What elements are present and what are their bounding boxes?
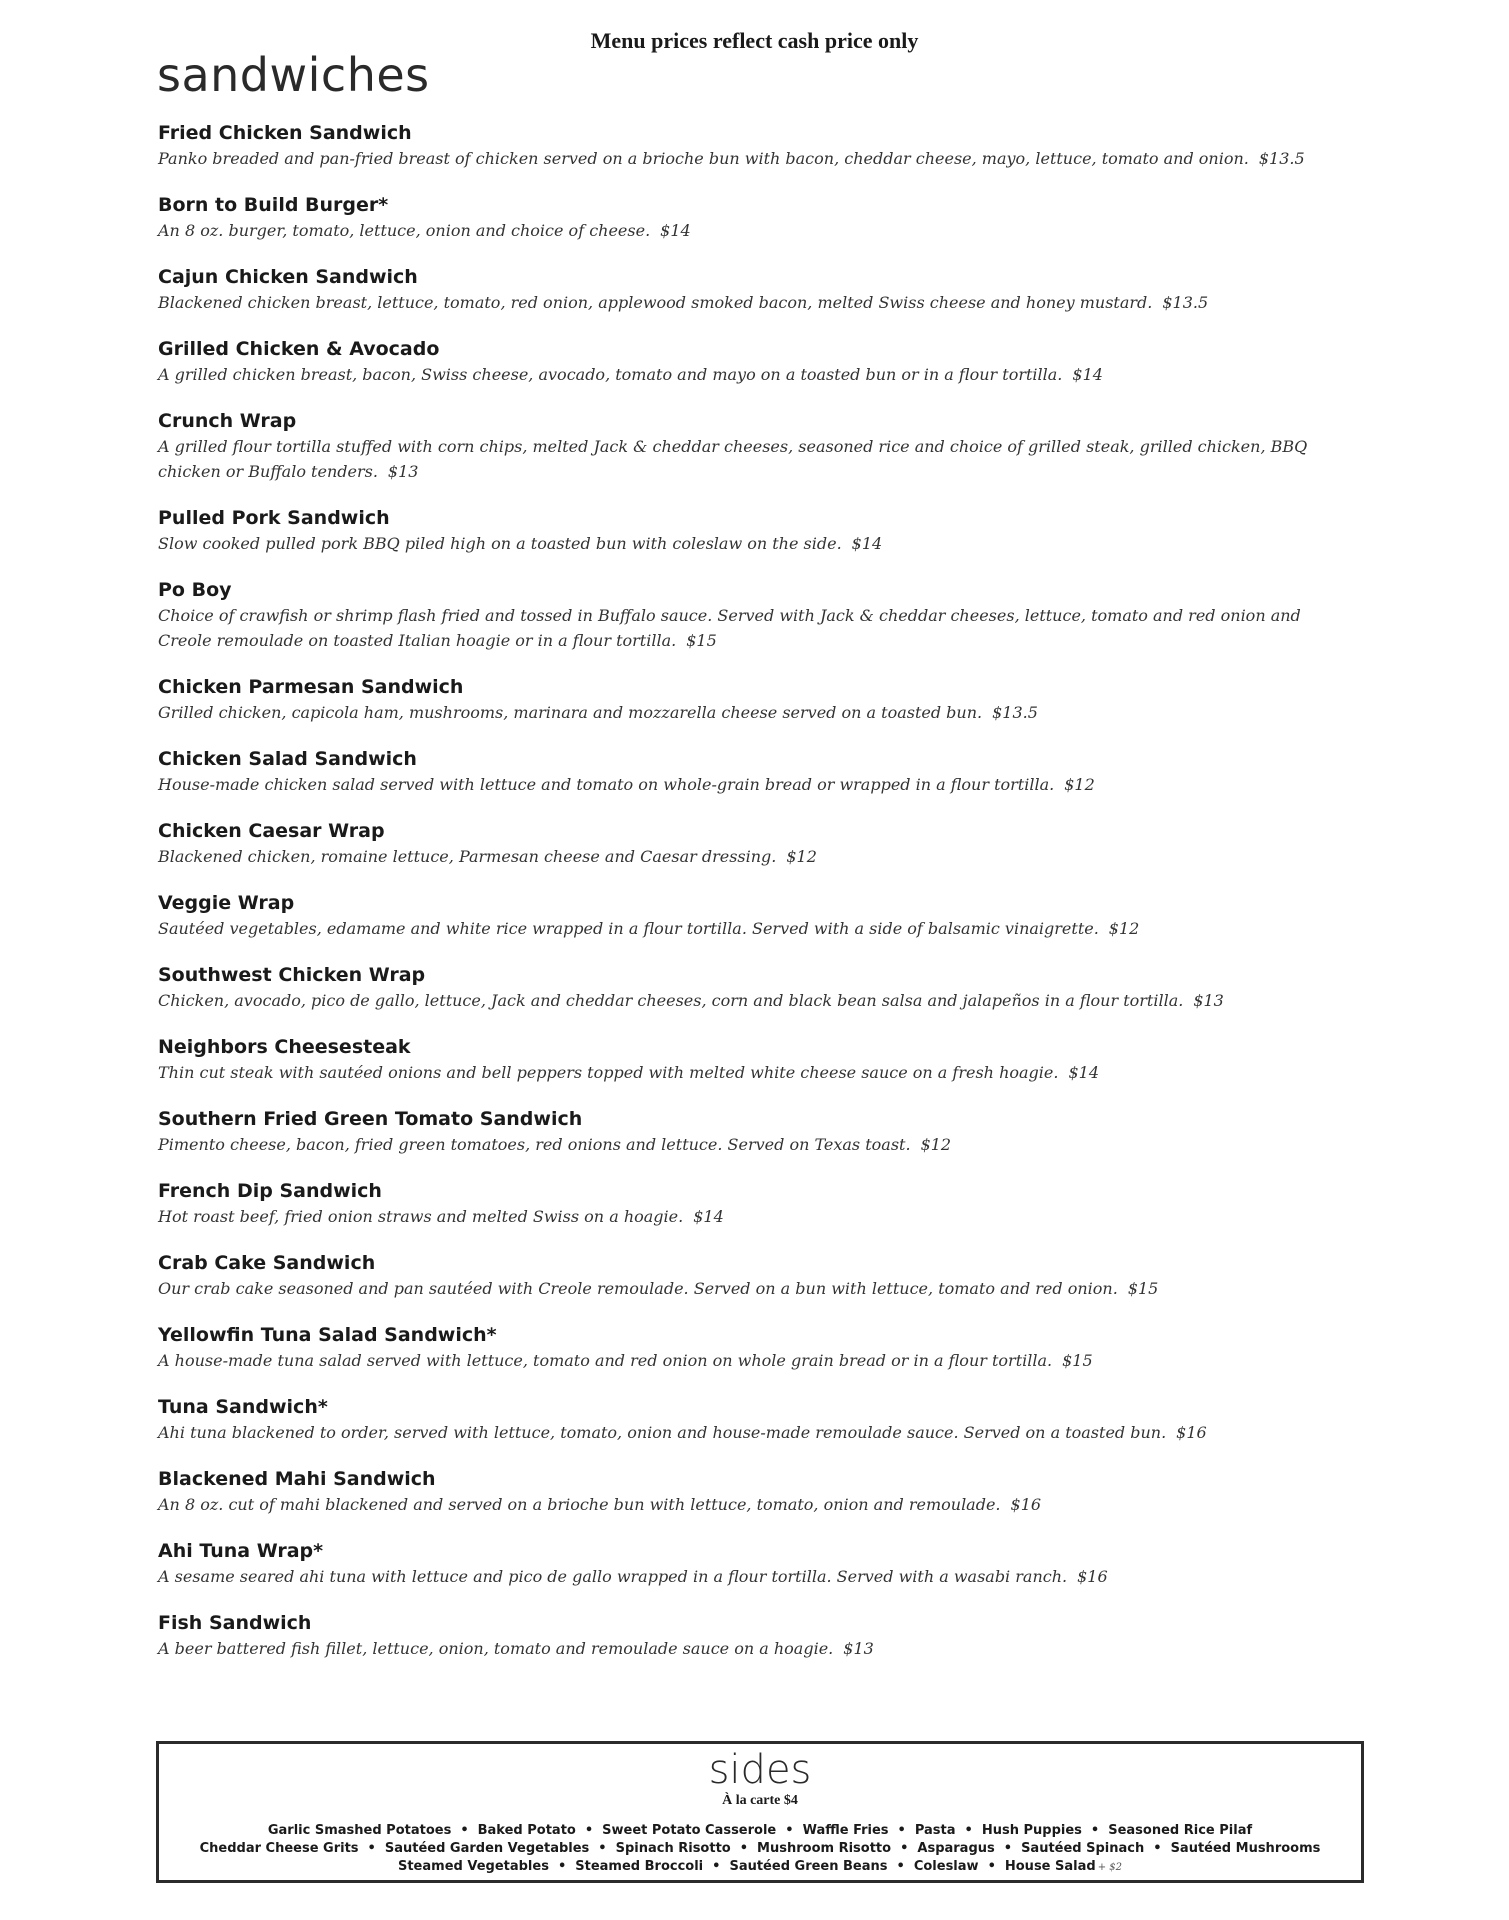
menu-item (158, 1106, 1348, 1157)
menu-item-price: $16 (1176, 1423, 1207, 1442)
bullet-separator: • (987, 1859, 996, 1874)
menu-item (158, 120, 1348, 171)
menu-item-name: Born to Build Burger* (158, 194, 389, 216)
menu-item-price: $12 (786, 847, 817, 866)
side-item: Garlic Smashed Potatoes (267, 1823, 452, 1838)
menu-item-name: Southern Fried Green Tomato Sandwich (158, 1108, 583, 1130)
menu-item-name: Ahi Tuna Wrap* (158, 1540, 324, 1562)
menu-item-description-text: A sesame seared ahi tuna with lettuce and pico de gallo wrapped in a flour tortilla. Served with a wasabi ranch. (158, 1567, 1068, 1586)
menu-item-description (158, 844, 1348, 869)
side-item: Coleslaw (913, 1859, 979, 1874)
house-salad-upcharge: + $2 (1097, 1862, 1122, 1873)
menu-item-price: $15 (1127, 1279, 1159, 1298)
menu-item-name: Pulled Pork Sandwich (158, 507, 390, 529)
bullet-separator: • (1003, 1841, 1013, 1856)
menu-item-name: Southwest Chicken Wrap (158, 964, 426, 986)
cash-price-notice: Menu prices reflect cash price only (590, 28, 919, 53)
bullet-separator: • (1153, 1841, 1162, 1856)
menu-item-description (158, 700, 1348, 725)
menu-item-description (158, 1492, 1348, 1517)
menu-item-price: $14 (660, 221, 691, 240)
bullet-separator: • (897, 1823, 906, 1838)
menu-item-description-text: Pimento cheese, bacon, fried green tomatoes, red onions and lettuce. Served on Texas toast. (158, 1135, 911, 1154)
menu-item-price: $15 (686, 631, 717, 650)
menu-item (158, 1034, 1348, 1085)
menu-item-name: Fish Sandwich (158, 1612, 312, 1634)
bullet-separator: • (1090, 1823, 1100, 1838)
menu-item-price: $14 (693, 1207, 724, 1226)
sides-list (159, 1822, 1361, 1877)
side-item: Sautéed Garden Vegetables (384, 1841, 590, 1856)
menu-item-price: $13 (387, 462, 419, 481)
menu-item (158, 1322, 1348, 1373)
menu-item (158, 192, 1348, 243)
menu-item-description (158, 1060, 1348, 1085)
menu-item-name: Yellowfin Tuna Salad Sandwich* (158, 1324, 497, 1346)
bullet-separator: • (712, 1859, 721, 1874)
menu-item (158, 1538, 1348, 1589)
menu-item-description (158, 146, 1348, 171)
menu-item-name: Cajun Chicken Sandwich (158, 266, 418, 288)
menu-item-description (158, 434, 1348, 484)
menu-item-description-text: Hot roast beef, fried onion straws and melted Swiss on a hoagie. (158, 1207, 684, 1226)
menu-item (158, 1610, 1348, 1661)
side-item: Sweet Potato Casserole (602, 1823, 777, 1838)
menu-item-price: $13.5 (1258, 149, 1305, 168)
sides-subtitle: À la carte $4 (722, 1793, 798, 1808)
side-item: Steamed Broccoli (575, 1859, 704, 1874)
menu-item-price: $14 (1068, 1063, 1100, 1082)
menu-item-description-text: Choice of crawfish or shrimp flash fried and tossed in Buffalo sauce. Served with Jack & cheddar cheeses, lettuce, tomato and red onion and Creole remoulade on toasted Italian hoagie or in a flour tortilla. (158, 606, 1301, 650)
menu-item-description (158, 1204, 1348, 1229)
side-item: Sautéed Green Beans (729, 1859, 888, 1874)
side-item: Steamed Vegetables (397, 1859, 549, 1874)
menu-item (158, 890, 1348, 941)
menu-item-name: Grilled Chicken & Avocado (158, 338, 440, 360)
menu-item-name: French Dip Sandwich (158, 1180, 382, 1202)
menu-item-description-text: A grilled flour tortilla stuffed with corn chips, melted Jack & cheddar cheeses, seasoned rice and choice of grilled steak, grilled chicken, BBQ chicken or Buffalo tenders. (158, 437, 1308, 481)
menu-item-price: $14 (851, 534, 883, 553)
menu-item-price: $16 (1010, 1495, 1042, 1514)
menu-item-description-text: Panko breaded and pan-fried breast of chicken served on a brioche bun with bacon, cheddar cheese, mayo, lettuce, tomato and onion. (158, 149, 1249, 168)
menu-item-description (158, 1132, 1348, 1157)
bullet-separator: • (598, 1841, 607, 1856)
menu-item-description-text: An 8 oz. burger, tomato, lettuce, onion and choice of cheese. (158, 221, 651, 240)
side-item: Spinach Risotto (615, 1841, 731, 1856)
menu-item-description (158, 916, 1348, 941)
menu-item-name: Blackened Mahi Sandwich (158, 1468, 436, 1490)
menu-item-price: $12 (1108, 919, 1140, 938)
menu-item-description-text: Slow cooked pulled pork BBQ piled high on a toasted bun with coleslaw on the side. (158, 534, 842, 553)
menu-item-description-text: An 8 oz. cut of mahi blackened and served on a brioche bun with lettuce, tomato, onion and remoulade. (158, 1495, 1001, 1514)
menu-item (158, 962, 1348, 1013)
side-item: Sautéed Mushrooms (1170, 1841, 1321, 1856)
menu-item-description-text: A house-made tuna salad served with lettuce, tomato and red onion on whole grain bread or in a flour tortilla. (158, 1351, 1053, 1370)
menu-item-description (158, 1564, 1348, 1589)
sides-box (156, 1741, 1364, 1883)
menu-item-price: $12 (1064, 775, 1095, 794)
menu-item-description (158, 988, 1348, 1013)
menu-item-description (158, 362, 1348, 387)
menu-item-name: Chicken Salad Sandwich (158, 748, 417, 770)
menu-item-name: Chicken Parmesan Sandwich (158, 676, 464, 698)
menu-item-price: $13.5 (992, 703, 1038, 722)
menu-item-price: $12 (920, 1135, 952, 1154)
menu-item (158, 818, 1348, 869)
bullet-separator: • (896, 1859, 905, 1874)
side-item: Cheddar Cheese Grits (199, 1841, 359, 1856)
menu-item-description-text: Blackened chicken breast, lettuce, tomato, red onion, applewood smoked bacon, melted Swiss cheese and honey mustard. (158, 293, 1153, 312)
side-item: Mushroom Risotto (757, 1841, 892, 1856)
menu-item-description (158, 1348, 1348, 1373)
bullet-separator: • (460, 1823, 469, 1838)
menu-item-name: Neighbors Cheesesteak (158, 1036, 411, 1058)
menu-item (158, 408, 1348, 484)
menu-item-description-text: Chicken, avocado, pico de gallo, lettuce, Jack and cheddar cheeses, corn and black bean salsa and jalapeños in a flour tortilla. (158, 991, 1184, 1010)
menu-item (158, 1466, 1348, 1517)
side-item: Asparagus (917, 1841, 995, 1856)
menu-item (158, 674, 1348, 725)
menu-item-description-text: Ahi tuna blackened to order, served with lettuce, tomato, onion and house-made remoulade sauce. Served on a toasted bun. (158, 1423, 1167, 1442)
menu-item-description-text: Blackened chicken, romaine lettuce, Parmesan cheese and Caesar dressing. (158, 847, 777, 866)
sides-line (159, 1840, 1361, 1858)
menu-item-description-text: Our crab cake seasoned and pan sautéed with Creole remoulade. Served on a bun with lettuce, tomato and red onion. (158, 1279, 1118, 1298)
menu-item-price: $13 (1193, 991, 1224, 1010)
menu-item (158, 336, 1348, 387)
menu-item-name: Tuna Sandwich* (158, 1396, 328, 1418)
menu-item-price: $14 (1072, 365, 1103, 384)
menu-item-description-text: House-made chicken salad served with lettuce and tomato on whole-grain bread or wrapped in a flour tortilla. (158, 775, 1055, 794)
menu-item (158, 264, 1348, 315)
side-item: Seasoned Rice Pilaf (1108, 1823, 1253, 1838)
menu-item-name: Crab Cake Sandwich (158, 1252, 376, 1274)
side-item: Pasta (914, 1823, 956, 1838)
menu-item-description-text: Grilled chicken, capicola ham, mushrooms, marinara and mozzarella cheese served on a toasted bun. (158, 703, 983, 722)
bullet-separator: • (964, 1823, 973, 1838)
menu-item-description-text: A grilled chicken breast, bacon, Swiss cheese, avocado, tomato and mayo on a toasted bun or in a flour tortilla. (158, 365, 1063, 384)
menu-item (158, 1394, 1348, 1445)
menu-item (158, 1250, 1348, 1301)
menu-item-price: $13.5 (1162, 293, 1209, 312)
bullet-separator: • (367, 1841, 376, 1856)
bullet-separator: • (739, 1841, 749, 1856)
menu-item (158, 746, 1348, 797)
menu-item-description (158, 1420, 1348, 1445)
menu-item (158, 505, 1348, 556)
menu-item-price: $13 (843, 1639, 874, 1658)
side-item: House Salad (1004, 1859, 1096, 1874)
menu-item-price: $16 (1077, 1567, 1108, 1586)
menu-item-description (158, 531, 1348, 556)
menu-item-name: Fried Chicken Sandwich (158, 122, 412, 144)
sides-line (159, 1822, 1361, 1840)
menu-item-description (158, 1276, 1348, 1301)
menu-item-description (158, 218, 1348, 243)
sides-title: sides (708, 1747, 812, 1793)
bullet-separator: • (785, 1823, 794, 1838)
menu-item-description (158, 1636, 1348, 1661)
menu-item-description-text: Sautéed vegetables, edamame and white rice wrapped in a flour tortilla. Served with a side of balsamic vinaigrette. (158, 919, 1099, 938)
section-title-sandwiches: sandwiches (157, 48, 430, 102)
sides-line (159, 1858, 1361, 1877)
menu-item-price: $15 (1062, 1351, 1093, 1370)
side-item: Hush Puppies (981, 1823, 1082, 1838)
side-item: Sautéed Spinach (1021, 1841, 1145, 1856)
menu-item-name: Po Boy (158, 579, 232, 601)
bullet-separator: • (557, 1859, 567, 1874)
menu-item (158, 1178, 1348, 1229)
menu-item-name: Crunch Wrap (158, 410, 297, 432)
menu-item-description (158, 290, 1348, 315)
bullet-separator: • (900, 1841, 909, 1856)
menu-item-description (158, 772, 1348, 797)
side-item: Baked Potato (477, 1823, 576, 1838)
bullet-separator: • (584, 1823, 594, 1838)
menu-item-description-text: Thin cut steak with sautéed onions and bell peppers topped with melted white cheese sauce on a fresh hoagie. (158, 1063, 1059, 1082)
side-item: Waffle Fries (802, 1823, 889, 1838)
sandwich-list (158, 120, 1348, 1682)
menu-item-description (158, 603, 1348, 653)
menu-item-description-text: A beer battered fish fillet, lettuce, onion, tomato and remoulade sauce on a hoagie. (158, 1639, 834, 1658)
menu-item (158, 577, 1348, 653)
menu-item-name: Veggie Wrap (158, 892, 295, 914)
menu-item-name: Chicken Caesar Wrap (158, 820, 385, 842)
